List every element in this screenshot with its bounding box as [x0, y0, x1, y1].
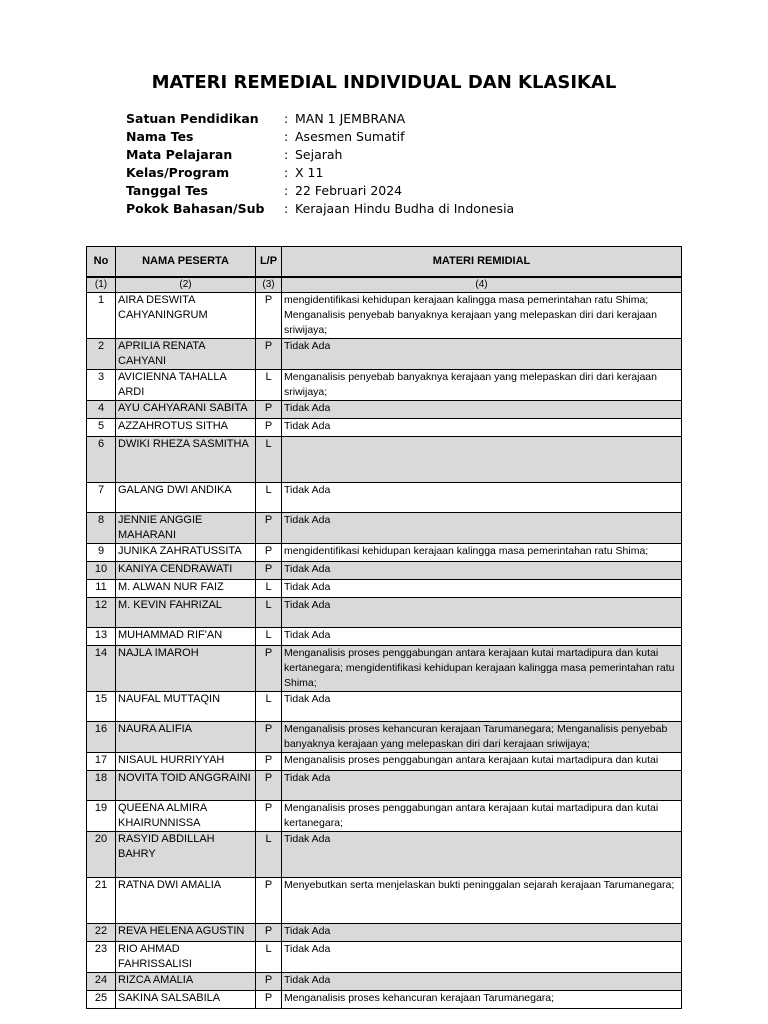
info-label: Tanggal Tes — [126, 183, 209, 198]
row-name: NAUFAL MUTTAQIN — [116, 692, 256, 722]
row-materi: Menyebutkan serta menjelaskan bukti peninggalan sejarah kerajaan Tarumanegara; — [282, 878, 682, 924]
row-lp: L — [256, 628, 282, 646]
row-lp: L — [256, 483, 282, 513]
row-no: 3 — [87, 370, 116, 401]
row-materi: Tidak Ada — [282, 692, 682, 722]
row-lp: L — [256, 580, 282, 598]
row-materi: Tidak Ada — [282, 832, 682, 878]
row-lp: L — [256, 832, 282, 878]
row-no: 8 — [87, 513, 116, 544]
row-lp: L — [256, 942, 282, 973]
header-materi: MATERI REMIDIAL — [282, 247, 682, 278]
table-row — [87, 598, 682, 628]
row-name: M. KEVIN FAHRIZAL — [116, 598, 256, 628]
info-row-test-name — [126, 128, 646, 146]
row-lp: P — [256, 646, 282, 692]
row-lp: P — [256, 991, 282, 1009]
info-colon: : — [284, 183, 289, 198]
table-row — [87, 722, 682, 753]
row-name: RIZCA AMALIA — [116, 973, 256, 991]
row-lp: P — [256, 973, 282, 991]
row-name: M. ALWAN NUR FAIZ — [116, 580, 256, 598]
info-label: Nama Tes — [126, 129, 194, 144]
row-materi: Tidak Ada — [282, 771, 682, 801]
table-row — [87, 580, 682, 598]
row-no: 5 — [87, 419, 116, 437]
info-value: 22 Februari 2024 — [295, 183, 403, 198]
row-no: 6 — [87, 437, 116, 483]
info-label: Satuan Pendidikan — [126, 111, 259, 126]
row-no: 22 — [87, 924, 116, 942]
row-lp: P — [256, 544, 282, 562]
row-materi: Tidak Ada — [282, 339, 682, 370]
row-no: 10 — [87, 562, 116, 580]
row-name: NISAUL HURRIYYAH — [116, 753, 256, 771]
row-lp: P — [256, 293, 282, 339]
info-label: Pokok Bahasan/Sub — [126, 201, 265, 216]
row-no: 12 — [87, 598, 116, 628]
row-name: REVA HELENA AGUSTIN — [116, 924, 256, 942]
table-row — [87, 878, 682, 924]
row-materi: Tidak Ada — [282, 924, 682, 942]
info-value: MAN 1 JEMBRANA — [295, 111, 406, 126]
row-no: 23 — [87, 942, 116, 973]
row-name: RASYID ABDILLAH BAHRY — [116, 832, 256, 878]
header-no: No — [87, 247, 116, 278]
row-lp: L — [256, 370, 282, 401]
row-materi: Tidak Ada — [282, 628, 682, 646]
row-name: SAKINA SALSABILA — [116, 991, 256, 1009]
row-no: 21 — [87, 878, 116, 924]
row-no: 7 — [87, 483, 116, 513]
row-materi: Menganalisis proses kehancuran kerajaan Tarumanegara; — [282, 991, 682, 1009]
row-name: APRILIA RENATA CAHYANI — [116, 339, 256, 370]
row-name: NAURA ALIFIA — [116, 722, 256, 753]
row-no: 1 — [87, 293, 116, 339]
info-row-topic — [126, 200, 646, 218]
row-name: JUNIKA ZAHRATUSSITA — [116, 544, 256, 562]
row-name: KANIYA CENDRAWATI — [116, 562, 256, 580]
row-no: 25 — [87, 991, 116, 1009]
row-materi: Tidak Ada — [282, 513, 682, 544]
info-colon: : — [284, 165, 289, 180]
remedial-table — [86, 246, 682, 1009]
row-lp: L — [256, 692, 282, 722]
row-materi: Tidak Ada — [282, 580, 682, 598]
table-subheader-row — [87, 277, 682, 293]
row-lp: L — [256, 598, 282, 628]
row-no: 2 — [87, 339, 116, 370]
subheader-no: (1) — [87, 277, 116, 293]
row-materi: Tidak Ada — [282, 401, 682, 419]
subheader-materi: (4) — [282, 277, 682, 293]
row-name: AIRA DESWITA CAHYANINGRUM — [116, 293, 256, 339]
info-colon: : — [284, 111, 289, 126]
info-row-date — [126, 182, 646, 200]
row-lp: P — [256, 924, 282, 942]
row-no: 15 — [87, 692, 116, 722]
row-name: DWIKI RHEZA SASMITHA — [116, 437, 256, 483]
table-body — [87, 293, 682, 1009]
row-no: 18 — [87, 771, 116, 801]
info-row-subject — [126, 146, 646, 164]
info-label: Mata Pelajaran — [126, 147, 233, 162]
info-label: Kelas/Program — [126, 165, 230, 180]
row-no: 17 — [87, 753, 116, 771]
row-materi: Menganalisis proses penggabungan antara kerajaan kutai martadipura dan kutai — [282, 753, 682, 771]
table-row — [87, 832, 682, 878]
row-no: 24 — [87, 973, 116, 991]
row-materi: Tidak Ada — [282, 598, 682, 628]
row-name: QUEENA ALMIRA KHAIRUNNISSA — [116, 801, 256, 832]
info-value: X 11 — [295, 165, 324, 180]
row-lp: P — [256, 771, 282, 801]
table-row — [87, 437, 682, 483]
row-lp: P — [256, 419, 282, 437]
row-no: 11 — [87, 580, 116, 598]
row-no: 14 — [87, 646, 116, 692]
table-row — [87, 771, 682, 801]
table-row — [87, 483, 682, 513]
subheader-lp: (3) — [256, 277, 282, 293]
table-row — [87, 924, 682, 942]
row-no: 20 — [87, 832, 116, 878]
row-name: MUHAMMAD RIF'AN — [116, 628, 256, 646]
row-lp: L — [256, 437, 282, 483]
row-lp: P — [256, 562, 282, 580]
row-name: RATNA DWI AMALIA — [116, 878, 256, 924]
row-materi: Menganalisis proses kehancuran kerajaan Tarumanegara; Menganalisis penyebab banyaknya kerajaan yang melepaskan diri dari kerajaan sriwijaya; — [282, 722, 682, 753]
row-lp: P — [256, 753, 282, 771]
row-materi — [282, 437, 682, 483]
row-name: AYU CAHYARANI SABITA — [116, 401, 256, 419]
row-name: RIO AHMAD FAHRISSALISI — [116, 942, 256, 973]
row-materi: Menganalisis proses penggabungan antara kerajaan kutai martadipura dan kutai kertanegara; mengidentifikasi kehidupan kerajaan kalingga masa pemerintahan ratu Shima; — [282, 646, 682, 692]
page-title: MATERI REMEDIAL INDIVIDUAL DAN KLASIKAL — [151, 72, 617, 93]
table-row — [87, 991, 682, 1009]
table-row — [87, 753, 682, 771]
row-lp: P — [256, 513, 282, 544]
row-no: 4 — [87, 401, 116, 419]
row-materi: Tidak Ada — [282, 483, 682, 513]
table-row — [87, 419, 682, 437]
test-info — [126, 110, 646, 218]
row-no: 16 — [87, 722, 116, 753]
row-name: NAJLA IMAROH — [116, 646, 256, 692]
row-materi: Menganalisis penyebab banyaknya kerajaan yang melepaskan diri dari kerajaan sriwijaya; — [282, 370, 682, 401]
row-name: NOVITA TOID ANGGRAINI — [116, 771, 256, 801]
table-row — [87, 513, 682, 544]
row-materi: Tidak Ada — [282, 562, 682, 580]
info-row-class — [126, 164, 646, 182]
table-row — [87, 942, 682, 973]
row-no: 13 — [87, 628, 116, 646]
row-materi: Tidak Ada — [282, 973, 682, 991]
table-row — [87, 628, 682, 646]
header-lp: L/P — [256, 247, 282, 278]
table-row — [87, 646, 682, 692]
row-materi: mengidentifikasi kehidupan kerajaan kalingga masa pemerintahan ratu Shima; Menganalisis penyebab banyaknya kerajaan yang melepaskan diri dari kerajaan sriwijaya; — [282, 293, 682, 339]
row-name: AZZAHROTUS SITHA — [116, 419, 256, 437]
info-colon: : — [284, 129, 289, 144]
table-row — [87, 562, 682, 580]
row-no: 9 — [87, 544, 116, 562]
info-value: Asesmen Sumatif — [295, 129, 405, 144]
row-lp: P — [256, 878, 282, 924]
info-colon: : — [284, 147, 289, 162]
row-name: GALANG DWI ANDIKA — [116, 483, 256, 513]
row-materi: Tidak Ada — [282, 942, 682, 973]
subheader-name: (2) — [116, 277, 256, 293]
header-name: NAMA PESERTA — [116, 247, 256, 278]
info-value: Kerajaan Hindu Budha di Indonesia — [295, 201, 515, 216]
row-name: AVICIENNA TAHALLA ARDI — [116, 370, 256, 401]
info-row-school — [126, 110, 646, 128]
table-row — [87, 370, 682, 401]
table-row — [87, 339, 682, 370]
table-row — [87, 293, 682, 339]
row-materi: Menganalisis proses penggabungan antara kerajaan kutai martadipura dan kutai kertanegara; — [282, 801, 682, 832]
row-lp: P — [256, 801, 282, 832]
table-row — [87, 801, 682, 832]
table-row — [87, 544, 682, 562]
row-materi: mengidentifikasi kehidupan kerajaan kalingga masa pemerintahan ratu Shima; — [282, 544, 682, 562]
table-row — [87, 973, 682, 991]
row-lp: P — [256, 339, 282, 370]
row-materi: Tidak Ada — [282, 419, 682, 437]
table-row — [87, 692, 682, 722]
info-colon: : — [284, 201, 289, 216]
info-value: Sejarah — [295, 147, 343, 162]
row-lp: P — [256, 401, 282, 419]
row-no: 19 — [87, 801, 116, 832]
row-name: JENNIE ANGGIE MAHARANI — [116, 513, 256, 544]
table-header-row — [87, 247, 682, 278]
row-lp: P — [256, 722, 282, 753]
table-row — [87, 401, 682, 419]
